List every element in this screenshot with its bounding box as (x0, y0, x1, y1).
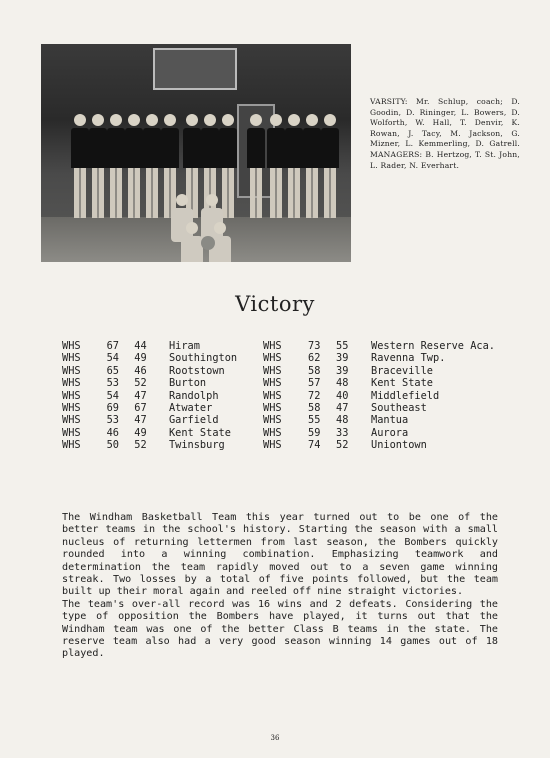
game-their-score: 39 (336, 352, 349, 365)
game-row (62, 402, 263, 414)
game-their-score: 33 (336, 426, 349, 439)
game-opponent: Southington (168, 352, 238, 365)
player-figure (303, 114, 321, 224)
game-opponent: Middlefield (371, 389, 440, 402)
game-our-score: 55 (308, 414, 321, 427)
game-row (62, 365, 263, 377)
game-opponent: Ravenna Twp. (371, 352, 446, 365)
game-our-score: 50 (106, 439, 119, 452)
game-team: WHS (263, 389, 282, 402)
game-their-score: 39 (336, 364, 349, 377)
game-our-score: 72 (308, 389, 321, 402)
player-figure (107, 114, 125, 224)
game-our-score: 54 (106, 352, 119, 365)
game-team: WHS (62, 364, 81, 377)
manager-seated (181, 222, 203, 262)
game-their-score: 55 (336, 340, 349, 352)
game-our-score: 74 (308, 439, 321, 452)
photo-caption: VARSITY: Mr. Schlup, coach; D. Goodin, D. Rininger, L. Bowers, D. Wolforth, W. Hall, T. Denvir, K. Rowan, J. Tacy, M. Jackson, G. Mizner, L. Kemmerling, D. Gatrell. MANAGERS: B. Hertzog, T. St. John, L. Rader, N. Everhart. (370, 97, 520, 170)
game-opponent: Hiram (168, 340, 200, 352)
player-figure (143, 114, 161, 224)
game-row (263, 352, 466, 364)
game-our-score: 46 (106, 426, 119, 439)
game-our-score: 57 (308, 377, 321, 390)
game-row (263, 402, 466, 414)
game-row (62, 439, 263, 451)
game-row (62, 390, 263, 402)
game-our-score: 73 (308, 340, 321, 352)
game-their-score: 52 (134, 439, 147, 452)
game-opponent: Mantua (371, 414, 409, 427)
game-our-score: 69 (106, 402, 119, 415)
player-figure (285, 114, 303, 224)
game-row (263, 340, 495, 352)
game-their-score: 67 (134, 402, 147, 415)
player-figure (89, 114, 107, 224)
game-our-score: 58 (308, 364, 321, 377)
game-their-score: 48 (336, 377, 349, 390)
basketball (201, 236, 215, 250)
game-row (263, 439, 466, 451)
game-our-score: 62 (308, 352, 321, 365)
game-row (62, 352, 263, 364)
story-paragraph: The Windham Basketball Team this year turned out to be one of the better teams in the school's history. Starting the season with a small nucleus of returning lettermen from last season, the Bombers quickly rounded into a winning combination. Emphasizing teamwork and determination the team rapidly moved out to a seven game winning streak. Two losses by a total of five points followed, but the team built up their moral again and reeled off nine straight victories. (62, 512, 498, 598)
game-row (263, 414, 466, 426)
game-opponent: Rootstown (168, 364, 225, 377)
player-figure (247, 114, 265, 224)
game-team: WHS (263, 377, 282, 390)
game-their-score: 47 (336, 402, 349, 415)
game-opponent: Western Reserve Aca. (371, 340, 495, 352)
game-their-score: 52 (134, 377, 147, 390)
game-team: WHS (263, 439, 282, 452)
team-photo (41, 44, 351, 262)
game-our-score: 59 (308, 426, 321, 439)
game-team: WHS (62, 414, 81, 427)
game-row (62, 414, 263, 426)
game-their-score: 40 (336, 389, 349, 402)
game-opponent: Uniontown (371, 439, 427, 452)
game-opponent: Southeast (371, 402, 427, 415)
game-team: WHS (263, 352, 282, 365)
player-figure (321, 114, 339, 224)
game-opponent: Twinsburg (168, 439, 225, 452)
game-their-score: 49 (134, 426, 147, 439)
game-opponent: Garfield (168, 414, 219, 427)
page-number: 36 (270, 734, 280, 742)
game-row (263, 377, 466, 389)
score-column-right (263, 340, 495, 452)
score-table (62, 340, 522, 452)
game-opponent: Braceville (371, 364, 433, 377)
season-story (62, 512, 498, 661)
player-figure (125, 114, 143, 224)
game-our-score: 58 (308, 402, 321, 415)
game-our-score: 54 (106, 389, 119, 402)
game-team: WHS (263, 426, 282, 439)
game-opponent: Burton (168, 377, 207, 390)
player-figure (267, 114, 285, 224)
game-team: WHS (263, 340, 282, 352)
game-their-score: 52 (336, 439, 349, 452)
game-row (263, 427, 466, 439)
basketball-backboard (153, 48, 237, 90)
page-title: Victory (235, 292, 315, 316)
game-team: WHS (62, 402, 81, 415)
game-team: WHS (62, 377, 81, 390)
game-opponent: Randolph (168, 389, 219, 402)
game-their-score: 47 (134, 414, 147, 427)
game-team: WHS (62, 439, 81, 452)
game-team: WHS (62, 352, 81, 365)
story-paragraph: The team's over-all record was 16 wins and 2 defeats. Considering the type of opposition the Bombers have played, it turns out that the Windham team was one of the better Class B teams in the state. The reserve team also had a very good season winning 14 games out of 18 played. (62, 598, 498, 660)
game-our-score: 65 (106, 364, 119, 377)
game-row (62, 340, 263, 352)
game-opponent: Kent State (168, 426, 231, 439)
game-team: WHS (263, 414, 282, 427)
game-row (263, 390, 466, 402)
game-team: WHS (62, 340, 81, 352)
game-team: WHS (263, 364, 282, 377)
game-their-score: 48 (336, 414, 349, 427)
game-row (62, 427, 263, 439)
game-our-score: 53 (106, 377, 119, 390)
score-column-left (62, 340, 263, 452)
game-their-score: 49 (134, 352, 147, 365)
game-row (263, 365, 466, 377)
game-row (62, 377, 263, 389)
game-opponent: Kent State (371, 377, 433, 390)
game-their-score: 46 (134, 364, 147, 377)
game-our-score: 53 (106, 414, 119, 427)
game-opponent: Atwater (168, 402, 213, 415)
game-team: WHS (62, 389, 81, 402)
game-their-score: 47 (134, 389, 147, 402)
game-their-score: 44 (134, 340, 147, 352)
game-opponent: Aurora (371, 426, 409, 439)
player-figure (71, 114, 89, 224)
game-team: WHS (62, 426, 81, 439)
game-team: WHS (263, 402, 282, 415)
game-our-score: 67 (106, 340, 119, 352)
